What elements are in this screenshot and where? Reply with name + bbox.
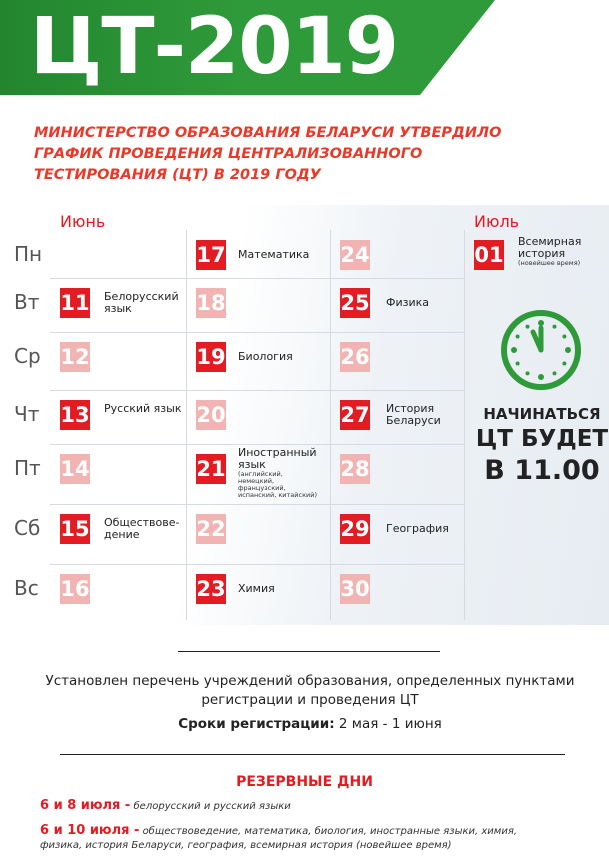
reserve-dates: 6 и 10 июля - [40, 823, 140, 838]
grid-line [50, 390, 464, 391]
exam-subject-label: Белорусский язык [104, 290, 179, 315]
reserve-subjects: белорусский и русский языки [133, 801, 291, 812]
weekday-label: Вт [14, 290, 40, 314]
date-badge: 22 [196, 514, 226, 544]
date-badge: 01 [474, 240, 504, 270]
exam-subject [104, 291, 184, 315]
registration-dates: 2 мая - 1 июня [338, 716, 442, 732]
reserve-subjects: обществоведение, математика, биология, иностранные языки, химия, [142, 826, 518, 837]
exam-subject [238, 351, 320, 363]
month-july: Июль [474, 212, 520, 231]
exam-subject [238, 447, 320, 499]
date-badge: 16 [60, 574, 90, 604]
date-badge: 11 [60, 288, 90, 318]
grid-line [50, 444, 464, 445]
subtitle-line: ГРАФИК ПРОВЕДЕНИЯ ЦЕНТРАЛИЗОВАННОГО [34, 146, 423, 162]
exam-subject [104, 403, 184, 415]
exam-subject-note: (новейшее время) [518, 259, 581, 267]
exam-subject [238, 249, 320, 261]
date-badge: 17 [196, 240, 226, 270]
divider [60, 754, 565, 755]
date-badge: 12 [60, 342, 90, 372]
weekday-label: Сб [14, 516, 41, 540]
start-time-line3: В 11.00 [484, 455, 600, 486]
exam-subject [238, 583, 320, 595]
exam-subject [386, 523, 466, 535]
info-line2: регистрации и проведения ЦТ [201, 692, 419, 708]
exam-subject [386, 403, 466, 427]
date-badge: 15 [60, 514, 90, 544]
exam-subject [104, 517, 184, 541]
subtitle-line: МИНИСТЕРСТВО ОБРАЗОВАНИЯ БЕЛАРУСИ УТВЕРДИЛО [34, 125, 502, 141]
grid-line [330, 230, 331, 620]
exam-subject [518, 236, 594, 267]
page-subtitle [34, 123, 594, 186]
info-block [40, 672, 580, 734]
date-badge: 20 [196, 400, 226, 430]
reserve-item [40, 824, 600, 853]
weekday-label: Чт [14, 402, 40, 426]
reserve-subjects-cont: физика, история Беларуси, география, всемирная история (новейшее время) [40, 840, 452, 851]
weekday-label: Вс [14, 576, 39, 600]
registration-label: Сроки регистрации: [178, 716, 335, 732]
date-badge: 13 [60, 400, 90, 430]
date-badge: 26 [340, 342, 370, 372]
exam-subject-label: Математика [238, 248, 310, 261]
date-badge: 25 [340, 288, 370, 318]
subtitle-line: ТЕСТИРОВАНИЯ (ЦТ) В 2019 ГОДУ [34, 167, 321, 183]
page-title: ЦТ-2019 [30, 2, 399, 92]
date-badge: 19 [196, 342, 226, 372]
date-badge: 27 [340, 400, 370, 430]
start-time-note [475, 404, 609, 488]
registration-period [40, 715, 580, 734]
exam-subject-label: Обществове-дение [104, 516, 180, 541]
exam-subject-label: Биология [238, 350, 293, 363]
exam-subject-label: Всемирная история [518, 235, 582, 260]
exam-subject-label: Иностранный язык [238, 446, 317, 471]
exam-subject-label: Физика [386, 296, 430, 309]
date-badge: 21 [196, 454, 226, 484]
grid-line [186, 230, 187, 620]
start-time-line1: НАЧИНАТЬСЯ [483, 405, 601, 423]
grid-line [50, 564, 464, 565]
exam-subject-label: Русский язык [104, 402, 182, 415]
date-badge: 24 [340, 240, 370, 270]
date-badge: 14 [60, 454, 90, 484]
month-june: Июнь [60, 212, 106, 231]
reserve-dates: 6 и 8 июля - [40, 798, 131, 813]
weekday-label: Пн [14, 242, 43, 266]
exam-subject-label: География [386, 522, 449, 535]
exam-subject-label: История Беларуси [386, 402, 441, 427]
clock-icon [497, 306, 585, 398]
divider [178, 651, 440, 652]
date-badge: 29 [340, 514, 370, 544]
exam-subject [386, 297, 466, 309]
date-badge: 18 [196, 288, 226, 318]
reserve-title: РЕЗЕРВНЫЕ ДНИ [236, 774, 373, 790]
grid-line [50, 504, 464, 505]
reserve-item [40, 799, 291, 814]
grid-line [50, 332, 464, 333]
exam-subject-note: (английский, немецкий, французский, испанский, китайский) [238, 470, 317, 499]
date-badge: 30 [340, 574, 370, 604]
exam-subject-label: Химия [238, 582, 275, 595]
grid-line [50, 278, 464, 279]
weekday-label: Пт [14, 456, 41, 480]
start-time-line2: ЦТ БУДЕТ [475, 426, 609, 452]
info-line1: Установлен перечень учреждений образования, определенных пунктами [45, 673, 575, 689]
date-badge: 23 [196, 574, 226, 604]
weekday-label: Ср [14, 344, 41, 368]
date-badge: 28 [340, 454, 370, 484]
